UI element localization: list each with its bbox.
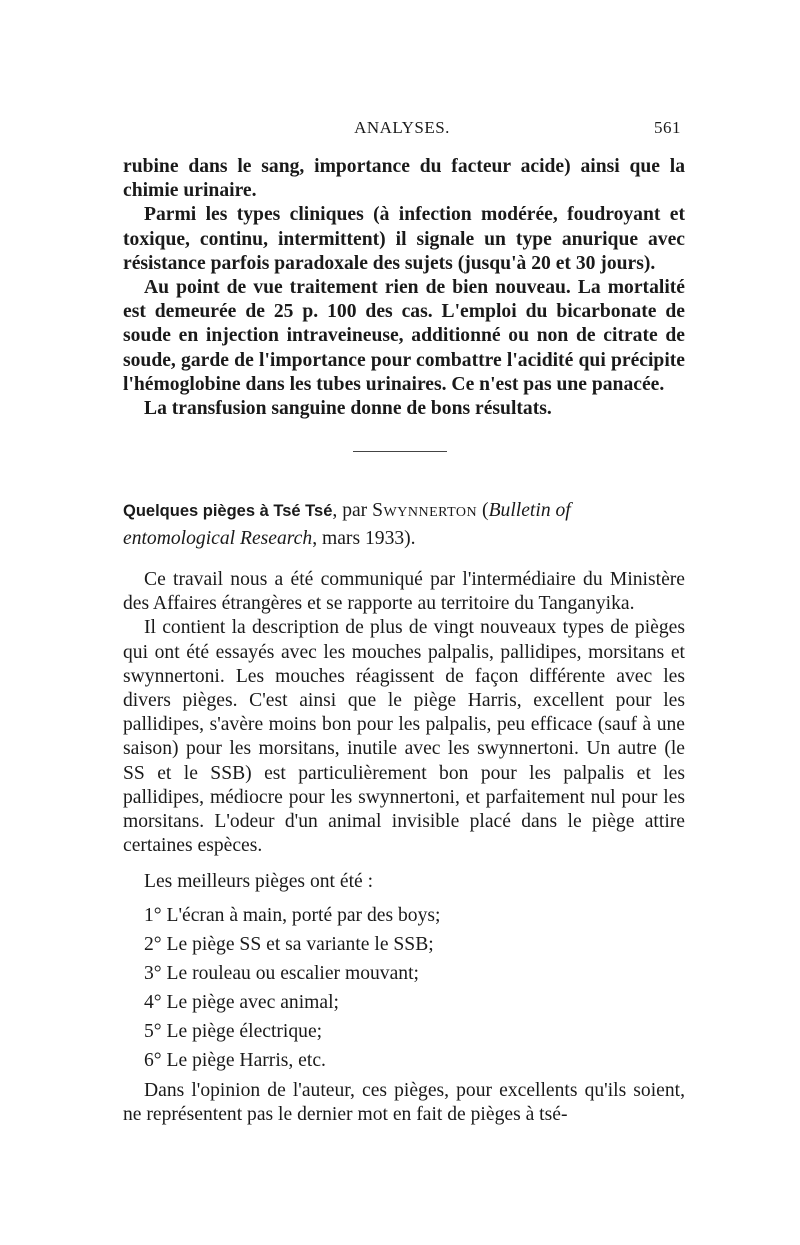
list-item: 6° Le piège Harris, etc. <box>144 1050 326 1071</box>
running-title: ANALYSES. <box>354 118 450 137</box>
article-by: , par <box>332 500 368 521</box>
article-date: , mars 1933). <box>312 528 416 549</box>
review-body <box>123 568 685 858</box>
article-title: Quelques pièges à Tsé Tsé <box>123 502 333 520</box>
paragraph-continuation: rubine dans le sang, importance du facteur acide) ainsi que la chimie urinaire. <box>123 156 685 202</box>
conclusion <box>123 1079 685 1127</box>
article-journal: Bulletin of entomological Research <box>123 500 571 549</box>
running-header <box>123 118 681 142</box>
list-item: 2° Le piège SS et sa variante le SSB; <box>144 934 434 955</box>
paragraph-treatment: Au point de vue traitement rien de bien nouveau. La mortalité est demeurée de 25 p. 100 des cas. L'emploi du bicarbonate de soude en injection intraveineuse, additionné ou non de citrate de soude, garde de l'importance pour combattre l'acidité qui précipite l'hémoglobine dans les tubes urinaires. Ce n'est pas une panacée. <box>123 277 685 395</box>
article-author: Swynnerton <box>372 500 478 521</box>
article-heading: Quelques pièges à Tsé Tsé, par Swynnerton (Bulletin of entomological Research, mars 1933). <box>123 500 571 549</box>
list-intro: Les meilleurs pièges ont été : <box>144 871 374 892</box>
list-item: 4° Le piège avec animal; <box>144 992 339 1013</box>
paragraph-opinion: Dans l'opinion de l'auteur, ces pièges, pour excellents qu'ils soient, ne représentent pas le dernier mot en fait de pièges à tsé- <box>123 1080 685 1126</box>
paragraph-communication: Ce travail nous a été communiqué par l'intermédiaire du Ministère des Affaires étrangères et se rapporte au territoire du Tanganyika. <box>123 569 685 615</box>
paragraph-transfusion: La transfusion sanguine donne de bons résultats. <box>144 398 552 420</box>
paragraph-description: Il contient la description de plus de vingt nouveaux types de pièges qui ont été essayés avec les mouches palpalis, pallidipes, morsitans et swynnertoni. Les mouches réagissent de façon différente avec les divers pièges. C'est ainsi que le piège Harris, excellent pour les pallidipes, s'avère moins bon pour les palpalis, peu efficace (sauf à une saison) pour les morsitans, inutile avec les swynnertoni. Un autre (le SS et le SSB) est particulièrement bon pour les palpalis et les pallidipes, médiocre pour les swynnertoni, et parfaitement nul pour les morsitans. L'odeur d'un animal invisible placé dans le piège attire certaines espèces. <box>123 617 685 857</box>
previous-review-end <box>123 155 685 421</box>
list-item: 5° Le piège électrique; <box>144 1021 323 1042</box>
list-item: 1° L'écran à main, porté par des boys; <box>144 905 441 926</box>
list-item: 3° Le rouleau ou escalier mouvant; <box>144 963 419 984</box>
page-number: 561 <box>654 118 681 137</box>
best-traps-list <box>123 867 685 1075</box>
paragraph-clinical-types: Parmi les types cliniques (à infection modérée, foudroyant et toxique, continu, intermittent) il signale un type anurique avec résistance parfois paradoxale des sujets (jusqu'à 20 et 30 jours). <box>123 204 685 274</box>
section-separator <box>353 451 447 452</box>
